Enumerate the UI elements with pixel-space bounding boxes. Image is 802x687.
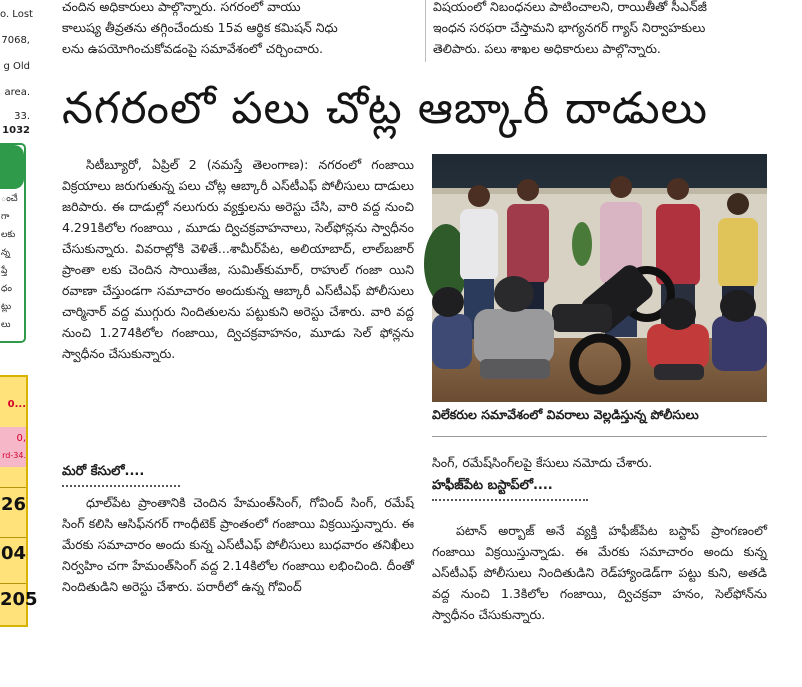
previous-article-left bbox=[62, 0, 414, 59]
ad-text: rd-34. bbox=[2, 451, 26, 460]
article-paragraph: సింగ్, రమేష్‌సింగ్‌లపై కేసులు నమోదు చేశారు. bbox=[432, 455, 653, 470]
strip-text: g Old bbox=[3, 61, 30, 72]
article-paragraph: ధూల్‌పేట ప్రాంతానికి చెందిన హేమంత్‌సింగ్, గోవింద్ సింగ్, రమేష్ సింగ్ కలిసి ఆసిఫ్‌నగర్ గాంధీటెక్ ప్రాంతంలో గంజాయి విక్రయిస్తున్నారు. ఈ మేరకు సమాచారం అందు కున్న ఎస్‌టీఎఫ్ పోలీసులు బుధవారం తనిఖీలు నిర్వహిం చగా హేమంత్‌సింగ్ వద్ద 2.14కిలోల గంజాయి లభించింది. దీంతో నిందితుడిని అరెస్టు చేశారు. పరారీలో ఉన్న గోవింద్ bbox=[62, 495, 414, 594]
text-line: తెలిపారు. పలు శాఖల అధికారులు పాల్గొన్నారు. bbox=[433, 41, 661, 56]
strip-text: area. bbox=[4, 87, 30, 98]
text-line: విషయంలో నిబంధనలు పాటించాలని, రాయితీతో సీఎన్‌జీ bbox=[433, 0, 707, 14]
divider bbox=[0, 487, 26, 488]
ad-text: ంచే bbox=[1, 194, 18, 204]
ad-text: ప్తే bbox=[1, 266, 8, 276]
strip-text: 33. bbox=[14, 111, 30, 122]
text-line: లను ఉపయోగించుకోవడంపై సమావేశంలో చర్చించారు. bbox=[62, 41, 324, 56]
adjacent-column-strip bbox=[0, 0, 38, 687]
previous-article-right bbox=[433, 0, 778, 59]
caption-rule bbox=[432, 436, 767, 437]
column-divider bbox=[425, 0, 426, 62]
ad-text: ధం bbox=[1, 284, 12, 294]
ad-text: 0, bbox=[16, 433, 26, 444]
green-ad-tab bbox=[0, 145, 24, 189]
ad-text: న్న bbox=[1, 248, 10, 258]
yellow-ad-box bbox=[0, 375, 38, 627]
ad-text: లకు bbox=[1, 230, 16, 240]
ad-text: ట్లు bbox=[1, 302, 12, 312]
green-ad-box bbox=[0, 143, 26, 343]
article-paragraph: సిటీబ్యూరో, ఏప్రిల్ 2 (నమస్తే తెలంగాణ): నగరంలో గంజాయి విక్రయాలు జరుగుతున్న పలు చోట్ల ఆబ్కారీ ఎస్‌టీఎఫ్ పోలీసులు దాడులు జరిపారు. ఈ దాడుల్లో నలుగురు వ్యక్తులను అరెస్టు చేసి, వారి వద్ద నుంచి 4.291కిలోల గంజాయి , మూడు ద్విచక్రవాహనాలు, సెల్‌ఫోన్లను స్వాధీనం చేసుకున్నారు. వివరాల్లోకి వెళితే...శామీర్‌పేట, అలియాబాద్, లాల్‌బజార్ ప్రాంతా లకు చెందిన సాయితేజ, సుమిత్‌కుమార్, రాహుల్ గంజా యిని రవాణా చేస్తుండగా సమాచారం అందుకున్న ఆబ్కారీ ఎస్‌టీఎఫ్ పోలీసులు చార్మినార్ వద్ద ముగ్గురు నిందితులను పట్టుకుని అరెస్టు చేశారు. వారి వద్ద నుంచి 1.274కిలోల గంజాయి, ద్విచక్రవాహనం, మూడు సెల్ ఫోన్లను స్వాధీనం చేసుకున్నారు. bbox=[62, 157, 414, 361]
strip-text: 1032 bbox=[2, 125, 30, 136]
text-line: చందిన అధికారులు పాల్గొన్నారు. సగరంలో వాయు bbox=[62, 0, 301, 14]
subhead-hafeezpet-busstop: హఫీజ్‌పేట బస్టాప్‌లో.... bbox=[432, 478, 553, 493]
ad-text: లు bbox=[1, 320, 11, 330]
strip-text: 7068, bbox=[1, 35, 30, 46]
police-press-meet-photo bbox=[432, 154, 767, 402]
text-line: ఇంధన సరఫరా చేస్తామని భాగ్యనగర్ గ్యాస్ నిర్వాహకులు bbox=[433, 20, 706, 35]
strip-text: o. Lost bbox=[0, 9, 33, 20]
ad-number: 26 bbox=[0, 494, 26, 515]
ad-text: గా bbox=[1, 212, 10, 222]
ad-number: 205 bbox=[0, 589, 38, 610]
subhead-underline bbox=[62, 485, 180, 487]
subhead-underline bbox=[432, 499, 588, 501]
ad-number: 04 bbox=[0, 543, 26, 564]
photo-caption: విలేకరుల సమావేశంలో వివరాలు వెల్లడిస్తున్న పోలీసులు bbox=[432, 407, 699, 422]
article-headline: నగరంలో పలు చోట్ల ఆబ్కారీ దాడులు bbox=[62, 83, 708, 134]
article-paragraph: పటాన్ అర్బాజ్ అనే వ్యక్తి హఫీజ్‌పేట బస్టాప్ ప్రాంగణంలో గంజాయి విక్రయిస్తున్నాడు. ఈ మేరకు సమాచారం అందు కున్న ఎస్‌టీఎఫ్ పోలీసులు నిందితుడిని రెడ్‌హ్యాండెడ్‌గా పట్టు కుని, అతడి వద్ద నుంచి 1.3కిలోల గంజాయి, ద్విచక్రవా హనం, సెల్‌ఫోన్‌ను స్వాధీనం చేసుకున్నారు. bbox=[432, 523, 767, 622]
divider bbox=[0, 583, 26, 584]
subhead-another-case: మరో కేసులో.... bbox=[62, 464, 145, 479]
ad-text: 0... bbox=[7, 399, 26, 410]
text-line: కాలుష్య తీవ్రతను తగ్గించేందుకు 15వ ఆర్థిక కమిషన్ నిధు bbox=[62, 20, 338, 35]
divider bbox=[0, 537, 26, 538]
